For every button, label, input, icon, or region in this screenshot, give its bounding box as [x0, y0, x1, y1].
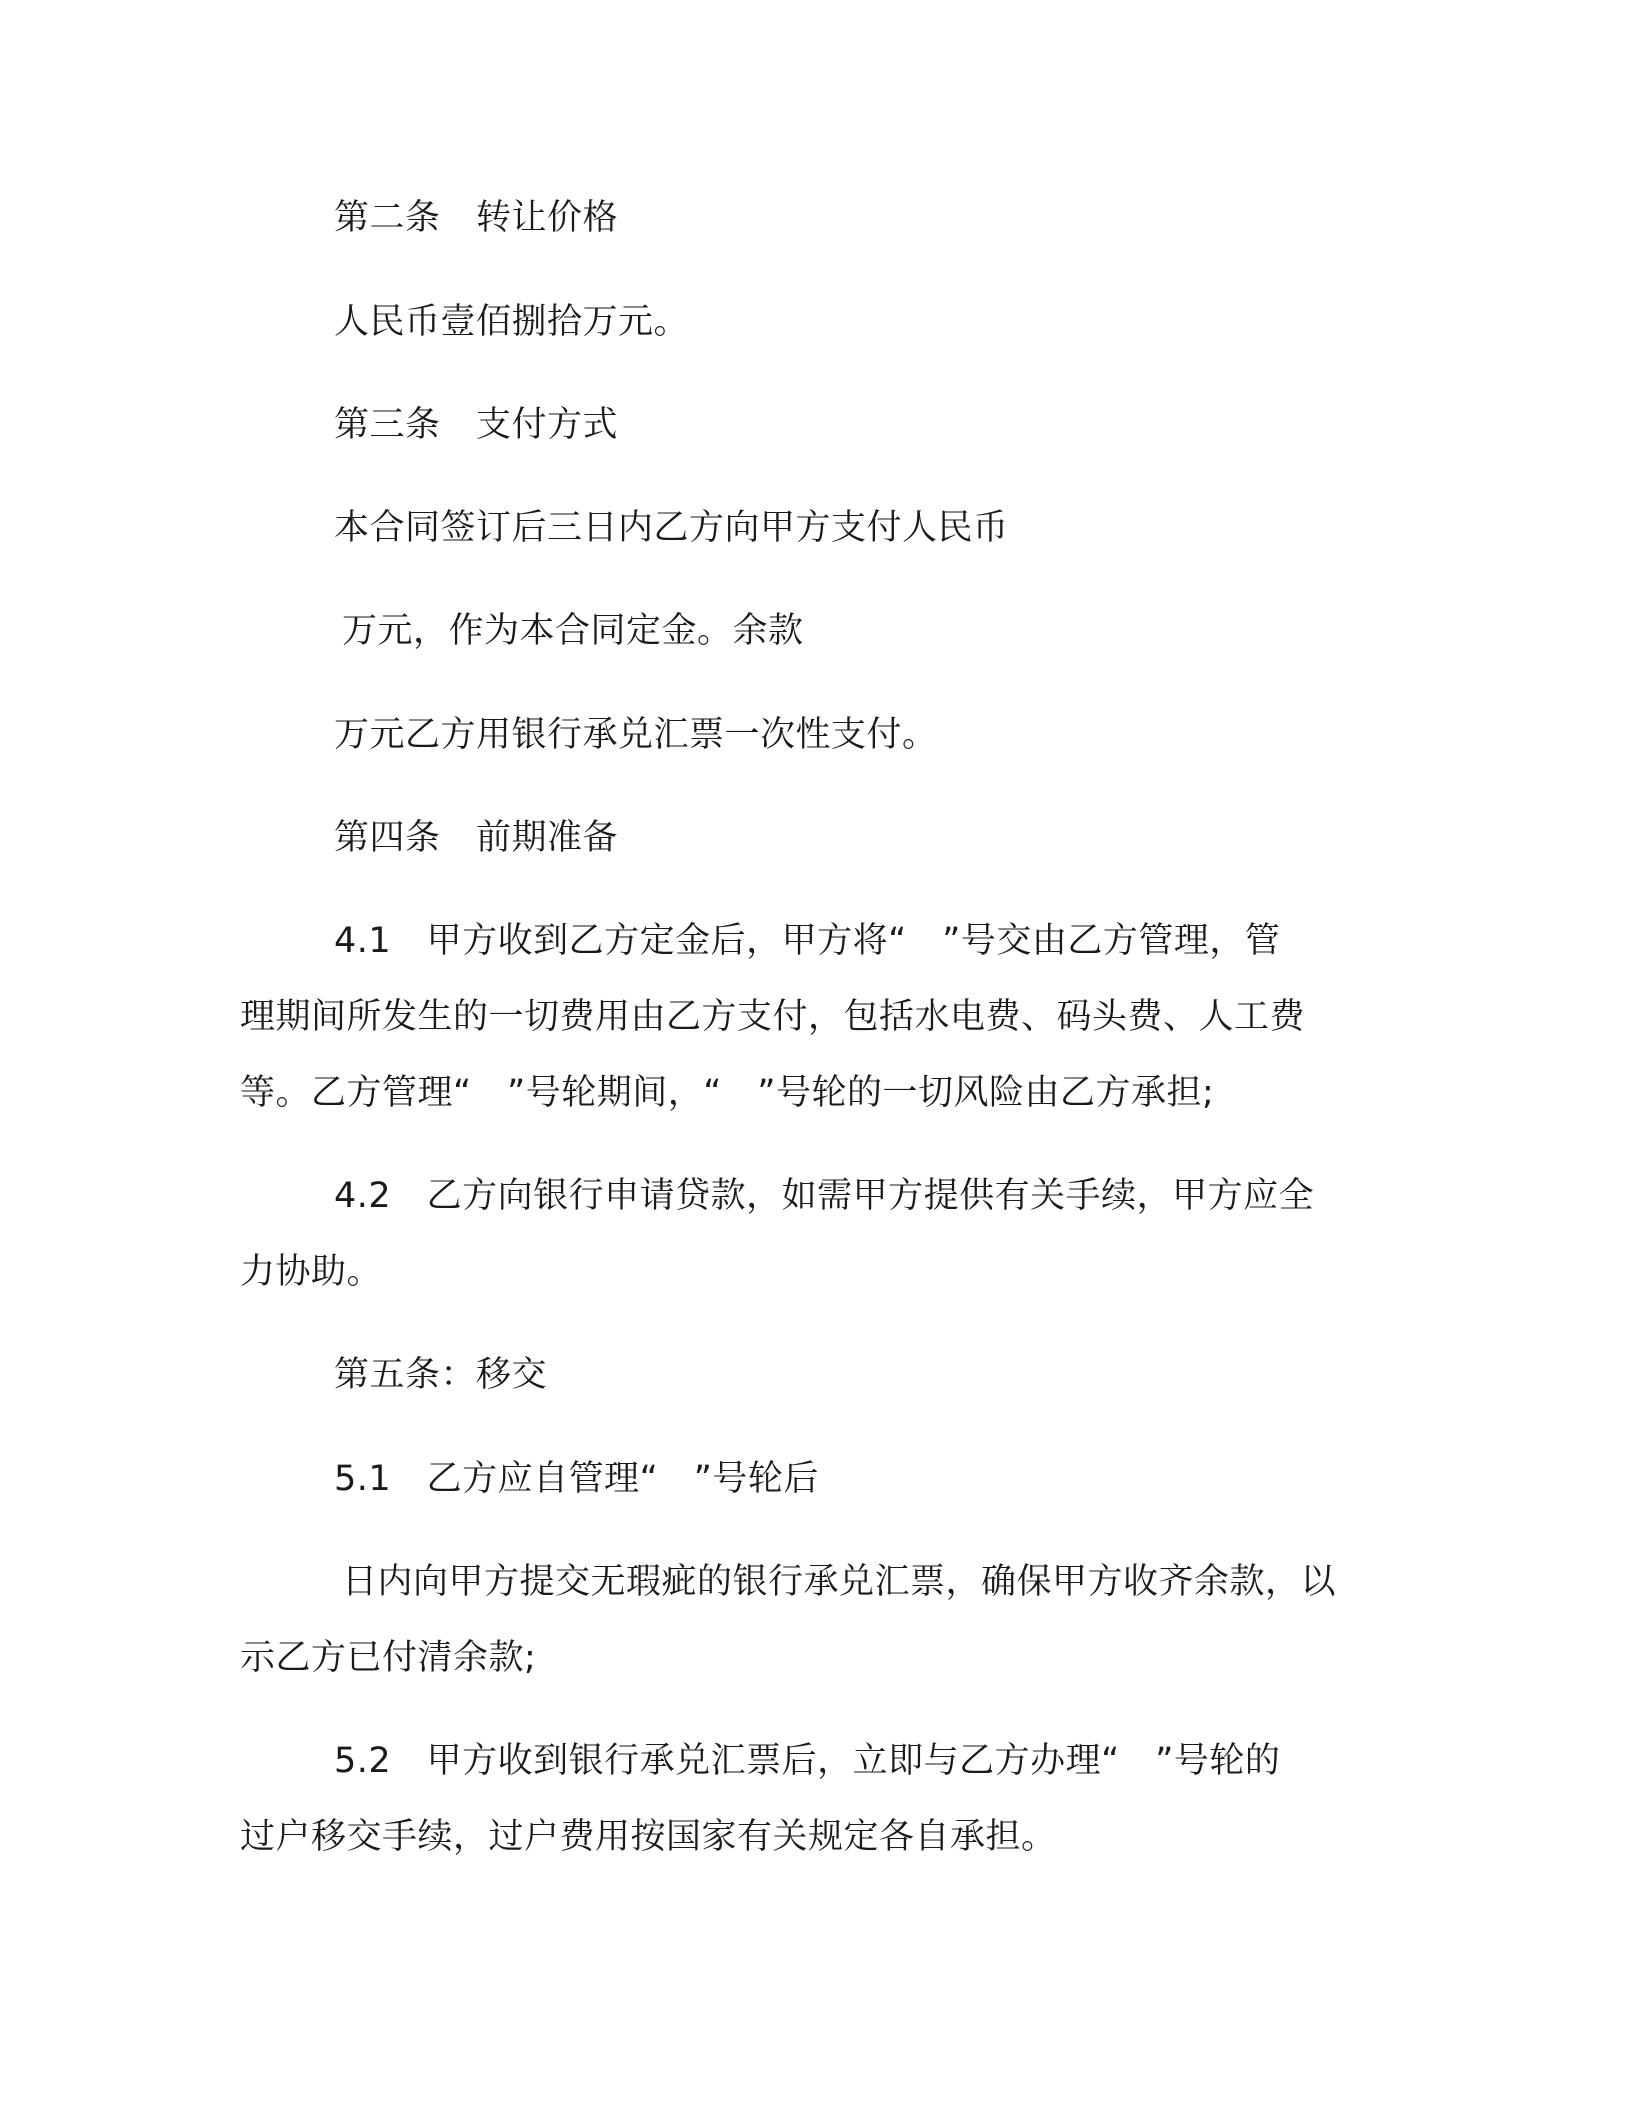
article-3-line-2: 万元，作为本合同定金。余款 — [342, 611, 804, 651]
clause-4-1-line-2: 理期间所发生的一切费用由乙方支付，包括水电费、码头费、人工费 — [240, 997, 1306, 1037]
clause-5-2-line-2: 过户移交手续，过户费用按国家有关规定各自承担。 — [240, 1817, 1057, 1857]
clause-4-2-line-2: 力协助。 — [240, 1252, 383, 1292]
article-2-heading: 第二条 转让价格 — [334, 198, 619, 238]
article-4-heading: 第四条 前期准备 — [334, 818, 619, 858]
clause-5-1-line-2: 日内向甲方提交无瑕疵的银行承兑汇票，确保甲方收齐余款，以 — [342, 1562, 1337, 1602]
article-2-text: 人民币壹佰捌拾万元。 — [334, 302, 690, 342]
clause-5-1-line-3: 示乙方已付清余款; — [240, 1638, 537, 1678]
clause-5-1-line-1: 5.1 乙方应自管理“ ”号轮后 — [334, 1459, 819, 1499]
article-3-line-3: 万元乙方用银行承兑汇票一次性支付。 — [334, 715, 938, 755]
article-3-heading: 第三条 支付方式 — [334, 405, 619, 445]
article-5-heading: 第五条：移交 — [334, 1355, 548, 1395]
article-3-line-1: 本合同签订后三日内乙方向甲方支付人民币 — [334, 508, 1009, 548]
clause-4-1-line-1: 4.1 甲方收到乙方定金后，甲方将“ ”号交由乙方管理，管 — [334, 921, 1281, 961]
clause-4-2-line-1: 4.2 乙方向银行申请贷款，如需甲方提供有关手续，甲方应全 — [334, 1176, 1315, 1216]
clause-4-1-line-3: 等。乙方管理“ ”号轮期间，“ ”号轮的一切风险由乙方承担; — [240, 1073, 1215, 1113]
clause-5-2-line-1: 5.2 甲方收到银行承兑汇票后，立即与乙方办理“ ”号轮的 — [334, 1741, 1281, 1781]
